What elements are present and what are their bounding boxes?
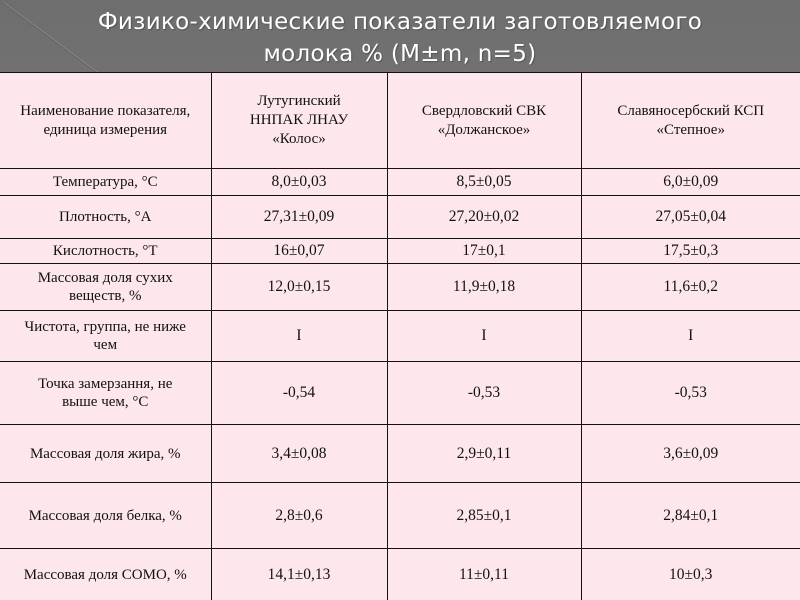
table-header-row [0, 73, 800, 169]
cell-stepnoe: 27,05±0,04 [581, 196, 800, 239]
row-label: Массовая доля СОМО, % [0, 549, 211, 600]
cell-dolzhanskoe: 17±0,1 [387, 239, 581, 264]
cell-kolos: 16±0,07 [211, 239, 387, 264]
row-label: Плотность, °А [0, 196, 211, 239]
row-label: Кислотность, °Т [0, 239, 211, 264]
table-row [0, 264, 800, 311]
table-row [0, 425, 800, 483]
row-label: Точка замерзання, не выше чем, °C [0, 362, 211, 425]
title-line-2: молока % (M±m, n=5) [263, 41, 537, 67]
row-label: Массовая доля жира, % [0, 425, 211, 483]
table-row [0, 311, 800, 362]
row-label: Температура, °C [0, 169, 211, 196]
cell-dolzhanskoe: 2,85±0,1 [387, 483, 581, 549]
header-dolzhanskoe: Свердловский СВК «Должанское» [387, 73, 581, 169]
cell-kolos: 2,8±0,6 [211, 483, 387, 549]
milk-indicators-table [0, 72, 800, 600]
cell-stepnoe: 17,5±0,3 [581, 239, 800, 264]
table-row [0, 483, 800, 549]
cell-dolzhanskoe: 11±0,11 [387, 549, 581, 600]
cell-stepnoe: 6,0±0,09 [581, 169, 800, 196]
table-row [0, 239, 800, 264]
slide-title [0, 6, 800, 70]
row-label: Массовая доля белка, % [0, 483, 211, 549]
cell-dolzhanskoe: 8,5±0,05 [387, 169, 581, 196]
table-row [0, 549, 800, 600]
cell-kolos: -0,54 [211, 362, 387, 425]
cell-stepnoe: -0,53 [581, 362, 800, 425]
header-stepnoe: Славяносербский КСП «Степное» [581, 73, 800, 169]
header-kolos: Лутугинский ННПАК ЛНАУ «Колос» [211, 73, 387, 169]
cell-kolos: 8,0±0,03 [211, 169, 387, 196]
title-line-1: Физико-химические показатели заготовляемого [97, 9, 703, 35]
cell-dolzhanskoe: -0,53 [387, 362, 581, 425]
cell-kolos: 3,4±0,08 [211, 425, 387, 483]
cell-dolzhanskoe: 27,20±0,02 [387, 196, 581, 239]
cell-kolos: 27,31±0,09 [211, 196, 387, 239]
row-label: Чистота, группа, не ниже чем [0, 311, 211, 362]
cell-kolos: 12,0±0,15 [211, 264, 387, 311]
header-indicator-name: Наименование показателя, единица измерения [0, 73, 211, 169]
cell-kolos: I [211, 311, 387, 362]
cell-stepnoe: 11,6±0,2 [581, 264, 800, 311]
row-label: Массовая доля сухих веществ, % [0, 264, 211, 311]
cell-dolzhanskoe: I [387, 311, 581, 362]
cell-dolzhanskoe: 2,9±0,11 [387, 425, 581, 483]
table-row [0, 169, 800, 196]
cell-stepnoe: 2,84±0,1 [581, 483, 800, 549]
cell-stepnoe: 10±0,3 [581, 549, 800, 600]
cell-stepnoe: I [581, 311, 800, 362]
table-row [0, 362, 800, 425]
table-row [0, 196, 800, 239]
cell-stepnoe: 3,6±0,09 [581, 425, 800, 483]
cell-dolzhanskoe: 11,9±0,18 [387, 264, 581, 311]
cell-kolos: 14,1±0,13 [211, 549, 387, 600]
